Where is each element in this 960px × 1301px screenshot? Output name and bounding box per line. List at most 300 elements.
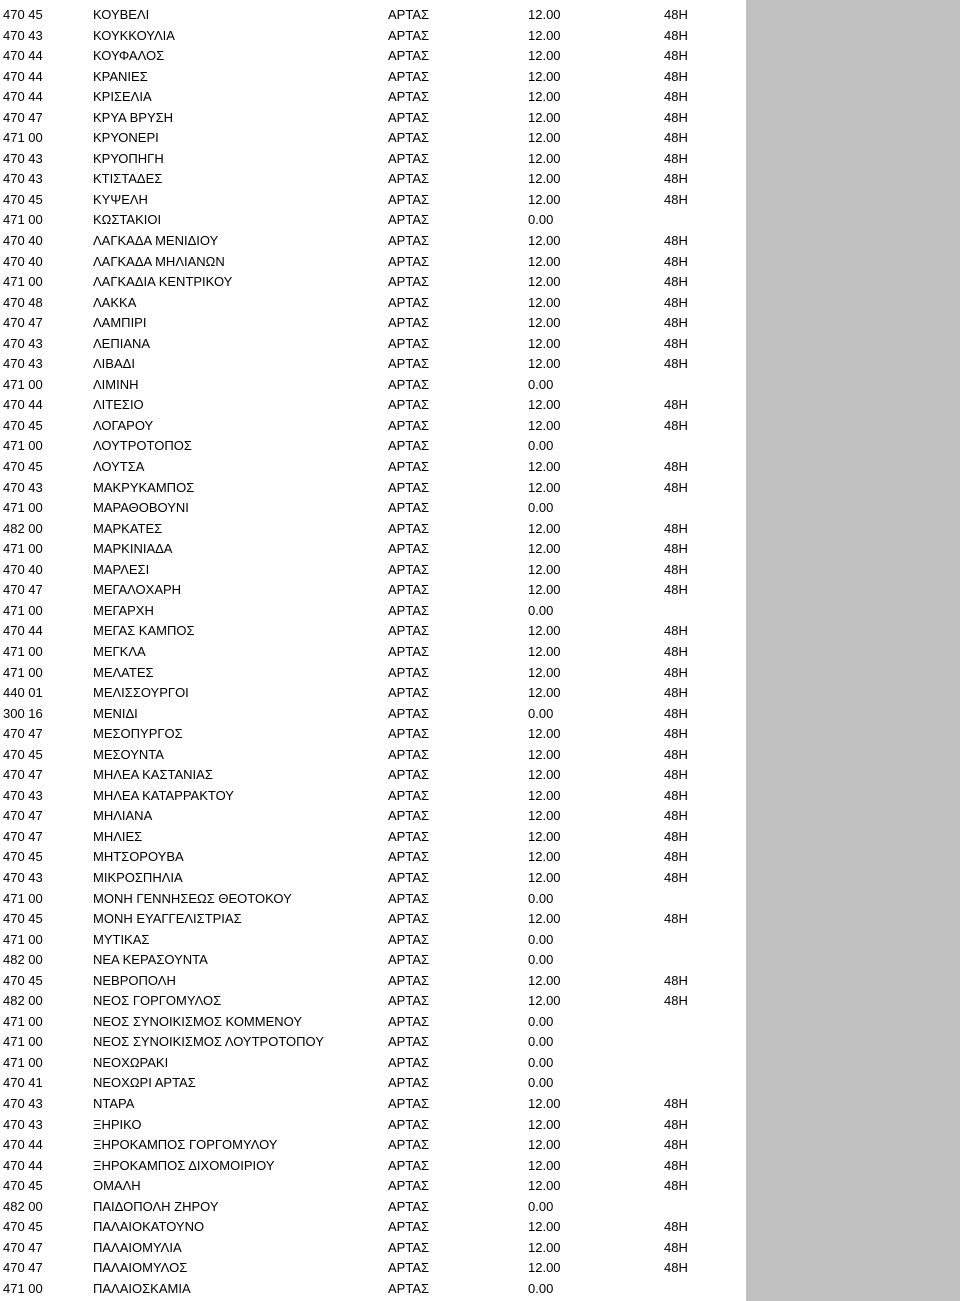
zip-code-cell: 470 47 [3,767,43,783]
cost-cell: 0.00 [528,1075,554,1091]
table-row [0,498,746,519]
zip-code-cell: 470 45 [3,746,43,762]
location-name-cell: ΛΟΥΤΣΑ [93,459,145,475]
delivery-time-cell: 48H [664,417,688,433]
table-row [0,87,746,108]
location-name-cell: ΜΟΝΗ ΕΥΑΓΓΕΛΙΣΤΡΙΑΣ [93,911,242,927]
delivery-time-cell: 48H [664,911,688,927]
prefecture-cell: ΑΡΤΑΣ [388,767,430,783]
cost-cell: 12.00 [528,1178,561,1194]
table-row [0,539,746,560]
cost-cell: 12.00 [528,233,561,249]
cost-cell: 0.00 [528,438,554,454]
prefecture-cell: ΑΡΤΑΣ [388,993,430,1009]
location-name-cell: ΚΟΥΦΑΛΟΣ [93,48,165,64]
zip-code-cell: 470 43 [3,1116,43,1132]
location-name-cell: ΠΑΙΔΟΠΟΛΗ ΖΗΡΟΥ [93,1198,219,1214]
table-row [0,252,746,273]
location-name-cell: ΜΕΓΑΣ ΚΑΜΠΟΣ [93,623,195,639]
cost-cell: 0.00 [528,1034,554,1050]
prefecture-cell: ΑΡΤΑΣ [388,191,430,207]
location-name-cell: ΝΕΟΣ ΓΟΡΓΟΜΥΛΟΣ [93,993,222,1009]
delivery-time-cell: 48H [664,1219,688,1235]
zip-code-cell: 471 00 [3,274,43,290]
delivery-time-cell: 48H [664,643,688,659]
delivery-time-cell: 48H [664,808,688,824]
prefecture-cell: ΑΡΤΑΣ [388,1239,430,1255]
table-row [0,560,746,581]
location-name-cell: ΝΕΒΡΟΠΟΛΗ [93,972,176,988]
cost-cell: 0.00 [528,602,554,618]
cost-cell: 12.00 [528,417,561,433]
delivery-time-cell: 48H [664,294,688,310]
delivery-time-cell: 48H [664,726,688,742]
prefecture-cell: ΑΡΤΑΣ [388,520,430,536]
table-row [0,395,746,416]
location-name-cell: ΜΗΛΙΑΝΑ [93,808,153,824]
delivery-time-cell: 48H [664,767,688,783]
delivery-time-cell: 48H [664,705,688,721]
table-row [0,1217,746,1238]
table-row [0,1032,746,1053]
delivery-time-cell: 48H [664,397,688,413]
table-row [0,519,746,540]
zip-code-cell: 470 40 [3,561,43,577]
zip-code-cell: 470 47 [3,1239,43,1255]
prefecture-cell: ΑΡΤΑΣ [388,1116,430,1132]
prefecture-cell: ΑΡΤΑΣ [388,541,430,557]
prefecture-cell: ΑΡΤΑΣ [388,931,430,947]
zip-code-cell: 300 16 [3,705,43,721]
cost-cell: 12.00 [528,643,561,659]
cost-cell: 12.00 [528,27,561,43]
cost-cell: 12.00 [528,561,561,577]
prefecture-cell: ΑΡΤΑΣ [388,1075,430,1091]
zip-code-cell: 470 45 [3,1178,43,1194]
location-name-cell: ΛΑΓΚΑΔΙΑ ΚΕΝΤΡΙΚΟΥ [93,274,233,290]
cost-cell: 12.00 [528,479,561,495]
location-name-cell: ΚΟΥΒΕΛΙ [93,7,150,22]
prefecture-cell: ΑΡΤΑΣ [388,685,430,701]
table-row [0,416,746,437]
prefecture-cell: ΑΡΤΑΣ [388,952,430,968]
zip-code-cell: 471 00 [3,664,43,680]
zip-code-cell: 470 45 [3,7,43,22]
cost-cell: 12.00 [528,48,561,64]
prefecture-cell: ΑΡΤΑΣ [388,602,430,618]
zip-code-cell: 482 00 [3,1198,43,1214]
grey-side-panel [746,0,960,1301]
zip-code-cell: 470 44 [3,89,43,105]
table-row [0,847,746,868]
zip-code-cell: 471 00 [3,890,43,906]
locations-table [0,5,746,1299]
prefecture-cell: ΑΡΤΑΣ [388,68,430,84]
table-row [0,190,746,211]
prefecture-cell: ΑΡΤΑΣ [388,561,430,577]
delivery-time-cell: 48H [664,1137,688,1153]
table-row [0,1197,746,1218]
zip-code-cell: 471 00 [3,1013,43,1029]
zip-code-cell: 470 40 [3,233,43,249]
cost-cell: 12.00 [528,541,561,557]
location-name-cell: ΜΟΝΗ ΓΕΝΝΗΣΕΩΣ ΘΕΟΤΟΚΟΥ [93,890,292,906]
table-row [0,806,746,827]
delivery-time-cell: 48H [664,89,688,105]
zip-code-cell: 471 00 [3,541,43,557]
location-name-cell: ΛΑΓΚΑΔΑ ΜΗΛΙΑΝΩΝ [93,253,225,269]
location-name-cell: ΠΑΛΑΙΟΜΥΛΟΣ [93,1260,188,1276]
table-row [0,67,746,88]
cost-cell: 12.00 [528,253,561,269]
table-row [0,128,746,149]
cost-cell: 12.00 [528,459,561,475]
delivery-time-cell: 48H [664,1157,688,1173]
table-row [0,930,746,951]
cost-cell: 12.00 [528,89,561,105]
cost-cell: 0.00 [528,500,554,516]
table-row [0,1238,746,1259]
zip-code-cell: 470 45 [3,911,43,927]
zip-code-cell: 470 44 [3,68,43,84]
zip-code-cell: 470 43 [3,335,43,351]
location-name-cell: ΛΟΥΤΡΟΤΟΠΟΣ [93,438,192,454]
table-row [0,231,746,252]
cost-cell: 12.00 [528,397,561,413]
table-row [0,827,746,848]
cost-cell: 0.00 [528,1198,554,1214]
delivery-time-cell: 48H [664,541,688,557]
delivery-time-cell: 48H [664,1260,688,1276]
cost-cell: 12.00 [528,726,561,742]
location-name-cell: ΚΡΥΟΠΗΓΗ [93,150,164,166]
cost-cell: 12.00 [528,335,561,351]
delivery-time-cell: 48H [664,972,688,988]
table-row [0,765,746,786]
location-name-cell: ΚΩΣΤΑΚΙΟΙ [93,212,162,228]
zip-code-cell: 470 43 [3,479,43,495]
prefecture-cell: ΑΡΤΑΣ [388,1219,430,1235]
delivery-time-cell: 48H [664,171,688,187]
zip-code-cell: 482 00 [3,952,43,968]
delivery-time-cell: 48H [664,623,688,639]
table-row [0,580,746,601]
delivery-time-cell: 48H [664,664,688,680]
table-row [0,46,746,67]
prefecture-cell: ΑΡΤΑΣ [388,397,430,413]
delivery-time-cell: 48H [664,1239,688,1255]
prefecture-cell: ΑΡΤΑΣ [388,787,430,803]
cost-cell: 12.00 [528,356,561,372]
prefecture-cell: ΑΡΤΑΣ [388,746,430,762]
table-row [0,909,746,930]
zip-code-cell: 482 00 [3,993,43,1009]
zip-code-cell: 470 43 [3,869,43,885]
location-name-cell: ΜΗΛΙΕΣ [93,828,143,844]
delivery-time-cell: 48H [664,253,688,269]
delivery-time-cell: 48H [664,48,688,64]
cost-cell: 12.00 [528,1239,561,1255]
cost-cell: 12.00 [528,1095,561,1111]
prefecture-cell: ΑΡΤΑΣ [388,274,430,290]
location-name-cell: ΜΑΡΚΙΝΙΑΔΑ [93,541,173,557]
table-row [0,1279,746,1300]
zip-code-cell: 470 47 [3,808,43,824]
prefecture-cell: ΑΡΤΑΣ [388,911,430,927]
prefecture-cell: ΑΡΤΑΣ [388,664,430,680]
location-name-cell: ΚΤΙΣΤΑΔΕΣ [93,171,163,187]
table-row [0,334,746,355]
zip-code-cell: 471 00 [3,130,43,146]
table-row [0,745,746,766]
location-name-cell: ΟΜΑΛΗ [93,1178,141,1194]
location-name-cell: ΠΑΛΑΙΟΜΥΛΙΑ [93,1239,182,1255]
delivery-time-cell: 48H [664,150,688,166]
prefecture-cell: ΑΡΤΑΣ [388,1054,430,1070]
cost-cell: 12.00 [528,664,561,680]
prefecture-cell: ΑΡΤΑΣ [388,849,430,865]
table-row [0,1053,746,1074]
prefecture-cell: ΑΡΤΑΣ [388,972,430,988]
zip-code-cell: 470 43 [3,1095,43,1111]
table-row [0,149,746,170]
table-row [0,1094,746,1115]
location-name-cell: ΛΑΚΚΑ [93,294,137,310]
location-name-cell: ΜΕΛΑΤΕΣ [93,664,154,680]
table-row [0,293,746,314]
cost-cell: 0.00 [528,1013,554,1029]
zip-code-cell: 440 01 [3,685,43,701]
zip-code-cell: 470 45 [3,1219,43,1235]
delivery-time-cell: 48H [664,828,688,844]
delivery-time-cell: 48H [664,582,688,598]
zip-code-cell: 470 44 [3,48,43,64]
delivery-time-cell: 48H [664,356,688,372]
delivery-time-cell: 48H [664,27,688,43]
location-name-cell: ΛΟΓΑΡΟΥ [93,417,154,433]
table-row [0,1156,746,1177]
zip-code-cell: 470 47 [3,582,43,598]
cost-cell: 12.00 [528,171,561,187]
zip-code-cell: 470 40 [3,253,43,269]
zip-code-cell: 471 00 [3,1280,43,1296]
location-name-cell: ΝΤΑΡΑ [93,1095,135,1111]
cost-cell: 12.00 [528,1219,561,1235]
table-row [0,375,746,396]
location-name-cell: ΜΕΛΙΣΣΟΥΡΓΟΙ [93,685,189,701]
zip-code-cell: 470 47 [3,726,43,742]
prefecture-cell: ΑΡΤΑΣ [388,726,430,742]
prefecture-cell: ΑΡΤΑΣ [388,828,430,844]
cost-cell: 12.00 [528,746,561,762]
cost-cell: 12.00 [528,315,561,331]
location-name-cell: ΜΗΛΕΑ ΚΑΣΤΑΝΙΑΣ [93,767,213,783]
zip-code-cell: 470 43 [3,27,43,43]
cost-cell: 12.00 [528,685,561,701]
zip-code-cell: 471 00 [3,1054,43,1070]
table-row [0,724,746,745]
cost-cell: 12.00 [528,828,561,844]
table-row [0,1115,746,1136]
cost-cell: 0.00 [528,212,554,228]
zip-code-cell: 471 00 [3,438,43,454]
table-row [0,971,746,992]
location-name-cell: ΛΕΠΙΑΝΑ [93,335,151,351]
cost-cell: 12.00 [528,1157,561,1173]
location-name-cell: ΜΕΝΙΔΙ [93,705,138,721]
table-row [0,5,746,26]
delivery-time-cell: 48H [664,459,688,475]
zip-code-cell: 470 47 [3,315,43,331]
prefecture-cell: ΑΡΤΑΣ [388,294,430,310]
cost-cell: 0.00 [528,1280,554,1296]
cost-cell: 12.00 [528,520,561,536]
table-row [0,272,746,293]
table-row [0,1176,746,1197]
location-name-cell: ΝΕΑ ΚΕΡΑΣΟΥΝΤΑ [93,952,208,968]
zip-code-cell: 470 48 [3,294,43,310]
table-row [0,26,746,47]
cost-cell: 0.00 [528,931,554,947]
prefecture-cell: ΑΡΤΑΣ [388,1280,430,1296]
prefecture-cell: ΑΡΤΑΣ [388,109,430,125]
location-name-cell: ΝΕΟΧΩΡΙ ΑΡΤΑΣ [93,1075,196,1091]
prefecture-cell: ΑΡΤΑΣ [388,150,430,166]
prefecture-cell: ΑΡΤΑΣ [388,7,430,22]
prefecture-cell: ΑΡΤΑΣ [388,48,430,64]
cost-cell: 12.00 [528,274,561,290]
table-row [0,1073,746,1094]
table-row [0,1258,746,1279]
location-name-cell: ΜΑΡΚΑΤΕΣ [93,520,163,536]
cost-cell: 12.00 [528,68,561,84]
cost-cell: 12.00 [528,582,561,598]
zip-code-cell: 470 43 [3,150,43,166]
cost-cell: 12.00 [528,294,561,310]
location-name-cell: ΚΥΨΕΛΗ [93,191,148,207]
cost-cell: 12.00 [528,869,561,885]
cost-cell: 12.00 [528,150,561,166]
zip-code-cell: 470 45 [3,459,43,475]
cost-cell: 12.00 [528,109,561,125]
prefecture-cell: ΑΡΤΑΣ [388,1137,430,1153]
prefecture-cell: ΑΡΤΑΣ [388,356,430,372]
cost-cell: 12.00 [528,191,561,207]
prefecture-cell: ΑΡΤΑΣ [388,130,430,146]
table-row [0,889,746,910]
location-name-cell: ΜΕΓΚΛΑ [93,643,146,659]
cost-cell: 12.00 [528,1137,561,1153]
location-name-cell: ΚΟΥΚΚΟΥΛΙΑ [93,27,175,43]
location-name-cell: ΚΡΑΝΙΕΣ [93,68,148,84]
table-row [0,683,746,704]
prefecture-cell: ΑΡΤΑΣ [388,233,430,249]
delivery-time-cell: 48H [664,68,688,84]
location-name-cell: ΝΕΟΧΩΡΑΚΙ [93,1054,169,1070]
location-name-cell: ΝΕΟΣ ΣΥΝΟΙΚΙΣΜΟΣ ΛΟΥΤΡΟΤΟΠΟΥ [93,1034,324,1050]
delivery-time-cell: 48H [664,191,688,207]
location-name-cell: ΜΗΤΣΟΡΟΥΒΑ [93,849,184,865]
cost-cell: 12.00 [528,849,561,865]
location-name-cell: ΚΡΥΑ ΒΡΥΣΗ [93,109,174,125]
delivery-time-cell: 48H [664,233,688,249]
prefecture-cell: ΑΡΤΑΣ [388,582,430,598]
zip-code-cell: 470 43 [3,356,43,372]
location-name-cell: ΜΕΓΑΛΟΧΑΡΗ [93,582,182,598]
zip-code-cell: 470 44 [3,623,43,639]
prefecture-cell: ΑΡΤΑΣ [388,27,430,43]
table-row [0,642,746,663]
zip-code-cell: 470 45 [3,417,43,433]
location-name-cell: ΜΗΛΕΑ ΚΑΤΑΡΡΑΚΤΟΥ [93,787,234,803]
cost-cell: 12.00 [528,993,561,1009]
zip-code-cell: 470 44 [3,397,43,413]
cost-cell: 0.00 [528,1054,554,1070]
prefecture-cell: ΑΡΤΑΣ [388,89,430,105]
zip-code-cell: 471 00 [3,1034,43,1050]
location-name-cell: ΠΑΛΑΙΟΚΑΤΟΥΝΟ [93,1219,205,1235]
cost-cell: 12.00 [528,623,561,639]
table-row [0,210,746,231]
location-name-cell: ΜΕΣΟΠΥΡΓΟΣ [93,726,183,742]
cost-cell: 12.00 [528,1116,561,1132]
cost-cell: 12.00 [528,787,561,803]
zip-code-cell: 470 41 [3,1075,43,1091]
prefecture-cell: ΑΡΤΑΣ [388,500,430,516]
table-row [0,601,746,622]
prefecture-cell: ΑΡΤΑΣ [388,643,430,659]
prefecture-cell: ΑΡΤΑΣ [388,1260,430,1276]
table-row [0,704,746,725]
location-name-cell: ΜΑΚΡΥΚΑΜΠΟΣ [93,479,195,495]
location-name-cell: ΜΕΓΑΡΧΗ [93,602,154,618]
prefecture-cell: ΑΡΤΑΣ [388,1178,430,1194]
table-row [0,868,746,889]
location-name-cell: ΚΡΙΣΕΛΙΑ [93,89,152,105]
location-name-cell: ΛΑΓΚΑΔΑ ΜΕΝΙΔΙΟΥ [93,233,219,249]
location-name-cell: ΛΑΜΠΙΡΙ [93,315,147,331]
prefecture-cell: ΑΡΤΑΣ [388,623,430,639]
location-name-cell: ΠΑΛΑΙΟΣΚΑΜΙΑ [93,1280,191,1296]
prefecture-cell: ΑΡΤΑΣ [388,705,430,721]
prefecture-cell: ΑΡΤΑΣ [388,1034,430,1050]
delivery-time-cell: 48H [664,7,688,22]
zip-code-cell: 471 00 [3,643,43,659]
prefecture-cell: ΑΡΤΑΣ [388,479,430,495]
cost-cell: 12.00 [528,767,561,783]
table-row [0,1012,746,1033]
prefecture-cell: ΑΡΤΑΣ [388,808,430,824]
table-row [0,950,746,971]
zip-code-cell: 471 00 [3,376,43,392]
zip-code-cell: 470 43 [3,787,43,803]
prefecture-cell: ΑΡΤΑΣ [388,1157,430,1173]
delivery-time-cell: 48H [664,561,688,577]
table-row [0,354,746,375]
cost-cell: 0.00 [528,952,554,968]
delivery-time-cell: 48H [664,1095,688,1111]
prefecture-cell: ΑΡΤΑΣ [388,376,430,392]
delivery-time-cell: 48H [664,993,688,1009]
zip-code-cell: 470 45 [3,849,43,865]
prefecture-cell: ΑΡΤΑΣ [388,1095,430,1111]
location-name-cell: ΞΗΡΟΚΑΜΠΟΣ ΓΟΡΓΟΜΥΛΟΥ [93,1137,278,1153]
cost-cell: 0.00 [528,890,554,906]
location-name-cell: ΜΑΡΑΘΟΒΟΥΝΙ [93,500,189,516]
delivery-time-cell: 48H [664,335,688,351]
table-row [0,478,746,499]
location-name-cell: ΜΥΤΙΚΑΣ [93,931,150,947]
